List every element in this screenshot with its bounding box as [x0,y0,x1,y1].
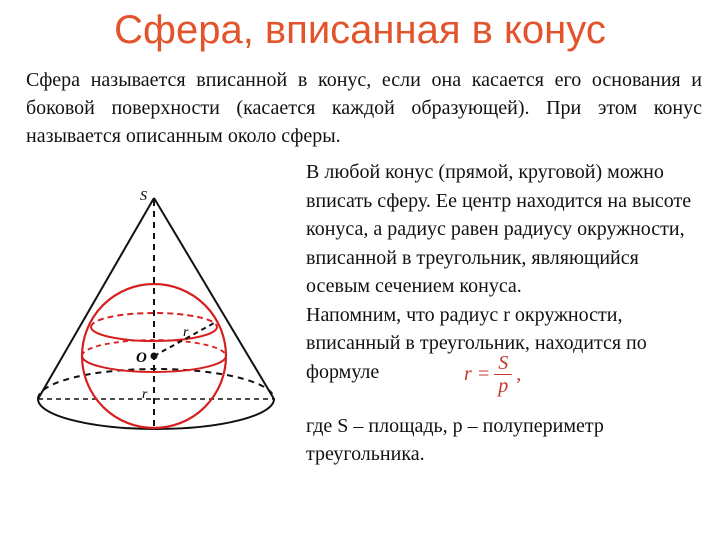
cone-side-right [154,198,274,399]
explanation-text-1: В любой конус (прямой, круговой) можно вписать сферу. Ее центр находится на высоте конуса, а радиус равен радиусу окружности, вписанной в треугольник, являющийся осевым сечением конуса. [306,161,692,297]
explanation-text-2: Напомним, что радиус r окружности, вписанный в треугольник, находится по [306,303,647,354]
label-center: O [136,350,147,366]
label-apex: S [140,189,147,204]
formula-suffix: , [516,362,522,385]
label-radius-top: r [183,325,189,340]
cone-side-left [38,198,154,399]
intro-text: Сфера называется вписанной в конус, если она касается его основания и боковой поверхности (касается каждой образующей). При этом конус называется описанным около сферы. [26,69,702,147]
intro-paragraph [26,66,702,150]
explanation-block [306,158,706,469]
label-radius-bottom: r [142,387,148,402]
where-text: где S – площадь, p – полупериметр треугольника. [306,414,604,465]
page-title: Сфера, вписанная в конус [114,8,606,52]
cone-base-back [38,369,274,399]
cone-base-front [38,399,274,429]
inradius-formula [464,352,521,397]
formula-numerator: S [498,351,509,374]
formula-word: формуле [306,360,380,383]
formula-fraction [494,352,512,397]
formula-lhs: r = [464,362,491,385]
formula-denominator: p [498,374,509,397]
sphere-center [151,353,158,360]
cone-sphere-figure [18,176,298,476]
formula-line [306,351,706,404]
